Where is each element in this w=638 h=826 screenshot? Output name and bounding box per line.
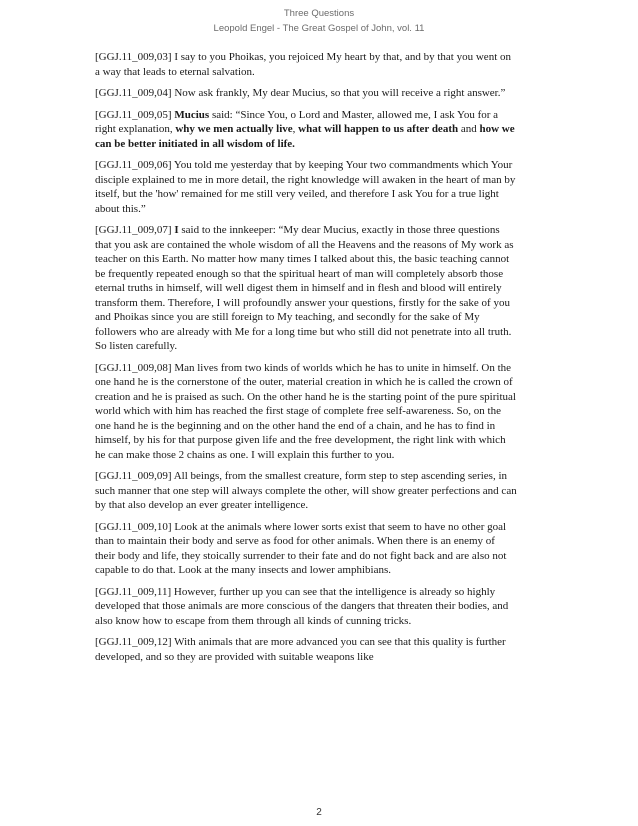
- paragraph: [95, 469, 517, 513]
- paragraph: [95, 635, 517, 664]
- paragraph: [95, 361, 517, 463]
- text-run: said: “Since You, o Lord and Master, allowed me, I ask You for a right explanation,: [95, 108, 499, 135]
- page-header: [0, 6, 638, 36]
- paragraph: [95, 158, 517, 216]
- text-run: [GGJ.11_009,06] You told me yesterday that by keeping Your two commandments which Your disciple explained to me in more detail, the right knowledge will awaken in the heart of man by itself, but the 'how' remained for me still very veiled, and therefore I ask You for a true light about this.”: [95, 159, 516, 215]
- text-run: [GGJ.11_009,07]: [95, 224, 175, 236]
- header-subtitle: Leopold Engel - The Great Gospel of John, vol. 11: [213, 23, 425, 34]
- text-run: [GGJ.11_009,03] I say to you Phoikas, you rejoiced My heart by that, and by that you went on a way that leads to eternal salvation.: [95, 51, 511, 78]
- paragraph: [95, 86, 517, 101]
- text-run: ,: [292, 123, 299, 135]
- paragraph: [95, 50, 517, 79]
- text-run: [GGJ.11_009,11] However, further up you can see that the intelligence is already so highly developed that those animals are more conscious of the dangers that threaten their bodies, and also know how to escape from them through all kinds of cunning tricks.: [95, 585, 509, 627]
- question-one: why we men actually live: [175, 123, 293, 135]
- text-run: [GGJ.11_009,04] Now ask frankly, My dear Mucius, so that you will receive a right answer.”: [95, 87, 506, 99]
- document-body: [95, 50, 517, 671]
- text-run: [GGJ.11_009,12] With animals that are more advanced you can see that this quality is further developed, and so they are provided with suitable weapons like: [95, 636, 506, 663]
- paragraph: [95, 108, 517, 152]
- paragraph: [95, 520, 517, 578]
- text-run: [GGJ.11_009,05]: [95, 108, 175, 121]
- speaker-name: Mucius: [174, 108, 210, 121]
- text-run: said to the innkeeper: “My dear Mucius, exactly in those three questions that you ask are contained the whole wisdom of all the Heavens and the reasons of My work as teacher on this Earth. No matter how many times I talked about this, the basic teaching cannot be frequently repeated enough so that the spiritual heart of man will completely absorb those eternal truths in himself, will well digest them in himself and in flesh and blood will entirely transform them. Therefore, I will profoundly answer your questions, firstly for the sake of you and Phoikas since you are still foreign to My teaching, and secondly for the sake of My followers who are already with Me for a long time but who still did not penetrate into all truth. So listen carefully.: [95, 224, 514, 352]
- question-three: how we can be better initiated in all wisdom of life.: [95, 123, 515, 150]
- question-two: what will happen to us after death: [298, 123, 459, 135]
- text-run: [GGJ.11_009,09] All beings, from the smallest creature, form step to step ascending series, in such manner that one step will always complete the other, will show greater perfections and can by that also develop an ever greater intelligence.: [95, 470, 517, 511]
- text-run: [GGJ.11_009,08] Man lives from two kinds of worlds which he has to unite in himself. On the one hand he is the cornerstone of the outer, material creation in which he is called the crown of creation and he is praised as such. On the other hand he is the starting point of the pure spiritual world which with him has reached the first stage of complete free self-awareness. So, on the one hand he is the beginning and on the other hand the end of a chain, and he has to find in himself, by his for that purpose given life and the free development, the right link with which he can make those 2 chains as one. I will explain this further to you.: [95, 361, 516, 461]
- text-run: [GGJ.11_009,10] Look at the animals where lower sorts exist that seem to have no other goal than to maintain their body and serve as food for other animals. When there is an enemy of their body and life, they stoically surrender to their fate and do not fight back and are also not capable to do that. Look at the many insects and lower amphibians.: [95, 520, 507, 576]
- paragraph: [95, 223, 517, 354]
- paragraph: [95, 585, 517, 629]
- text-run: and: [458, 123, 480, 135]
- header-title: Three Questions: [283, 8, 355, 19]
- speaker-name: I: [174, 224, 179, 236]
- page-number: 2: [316, 807, 322, 818]
